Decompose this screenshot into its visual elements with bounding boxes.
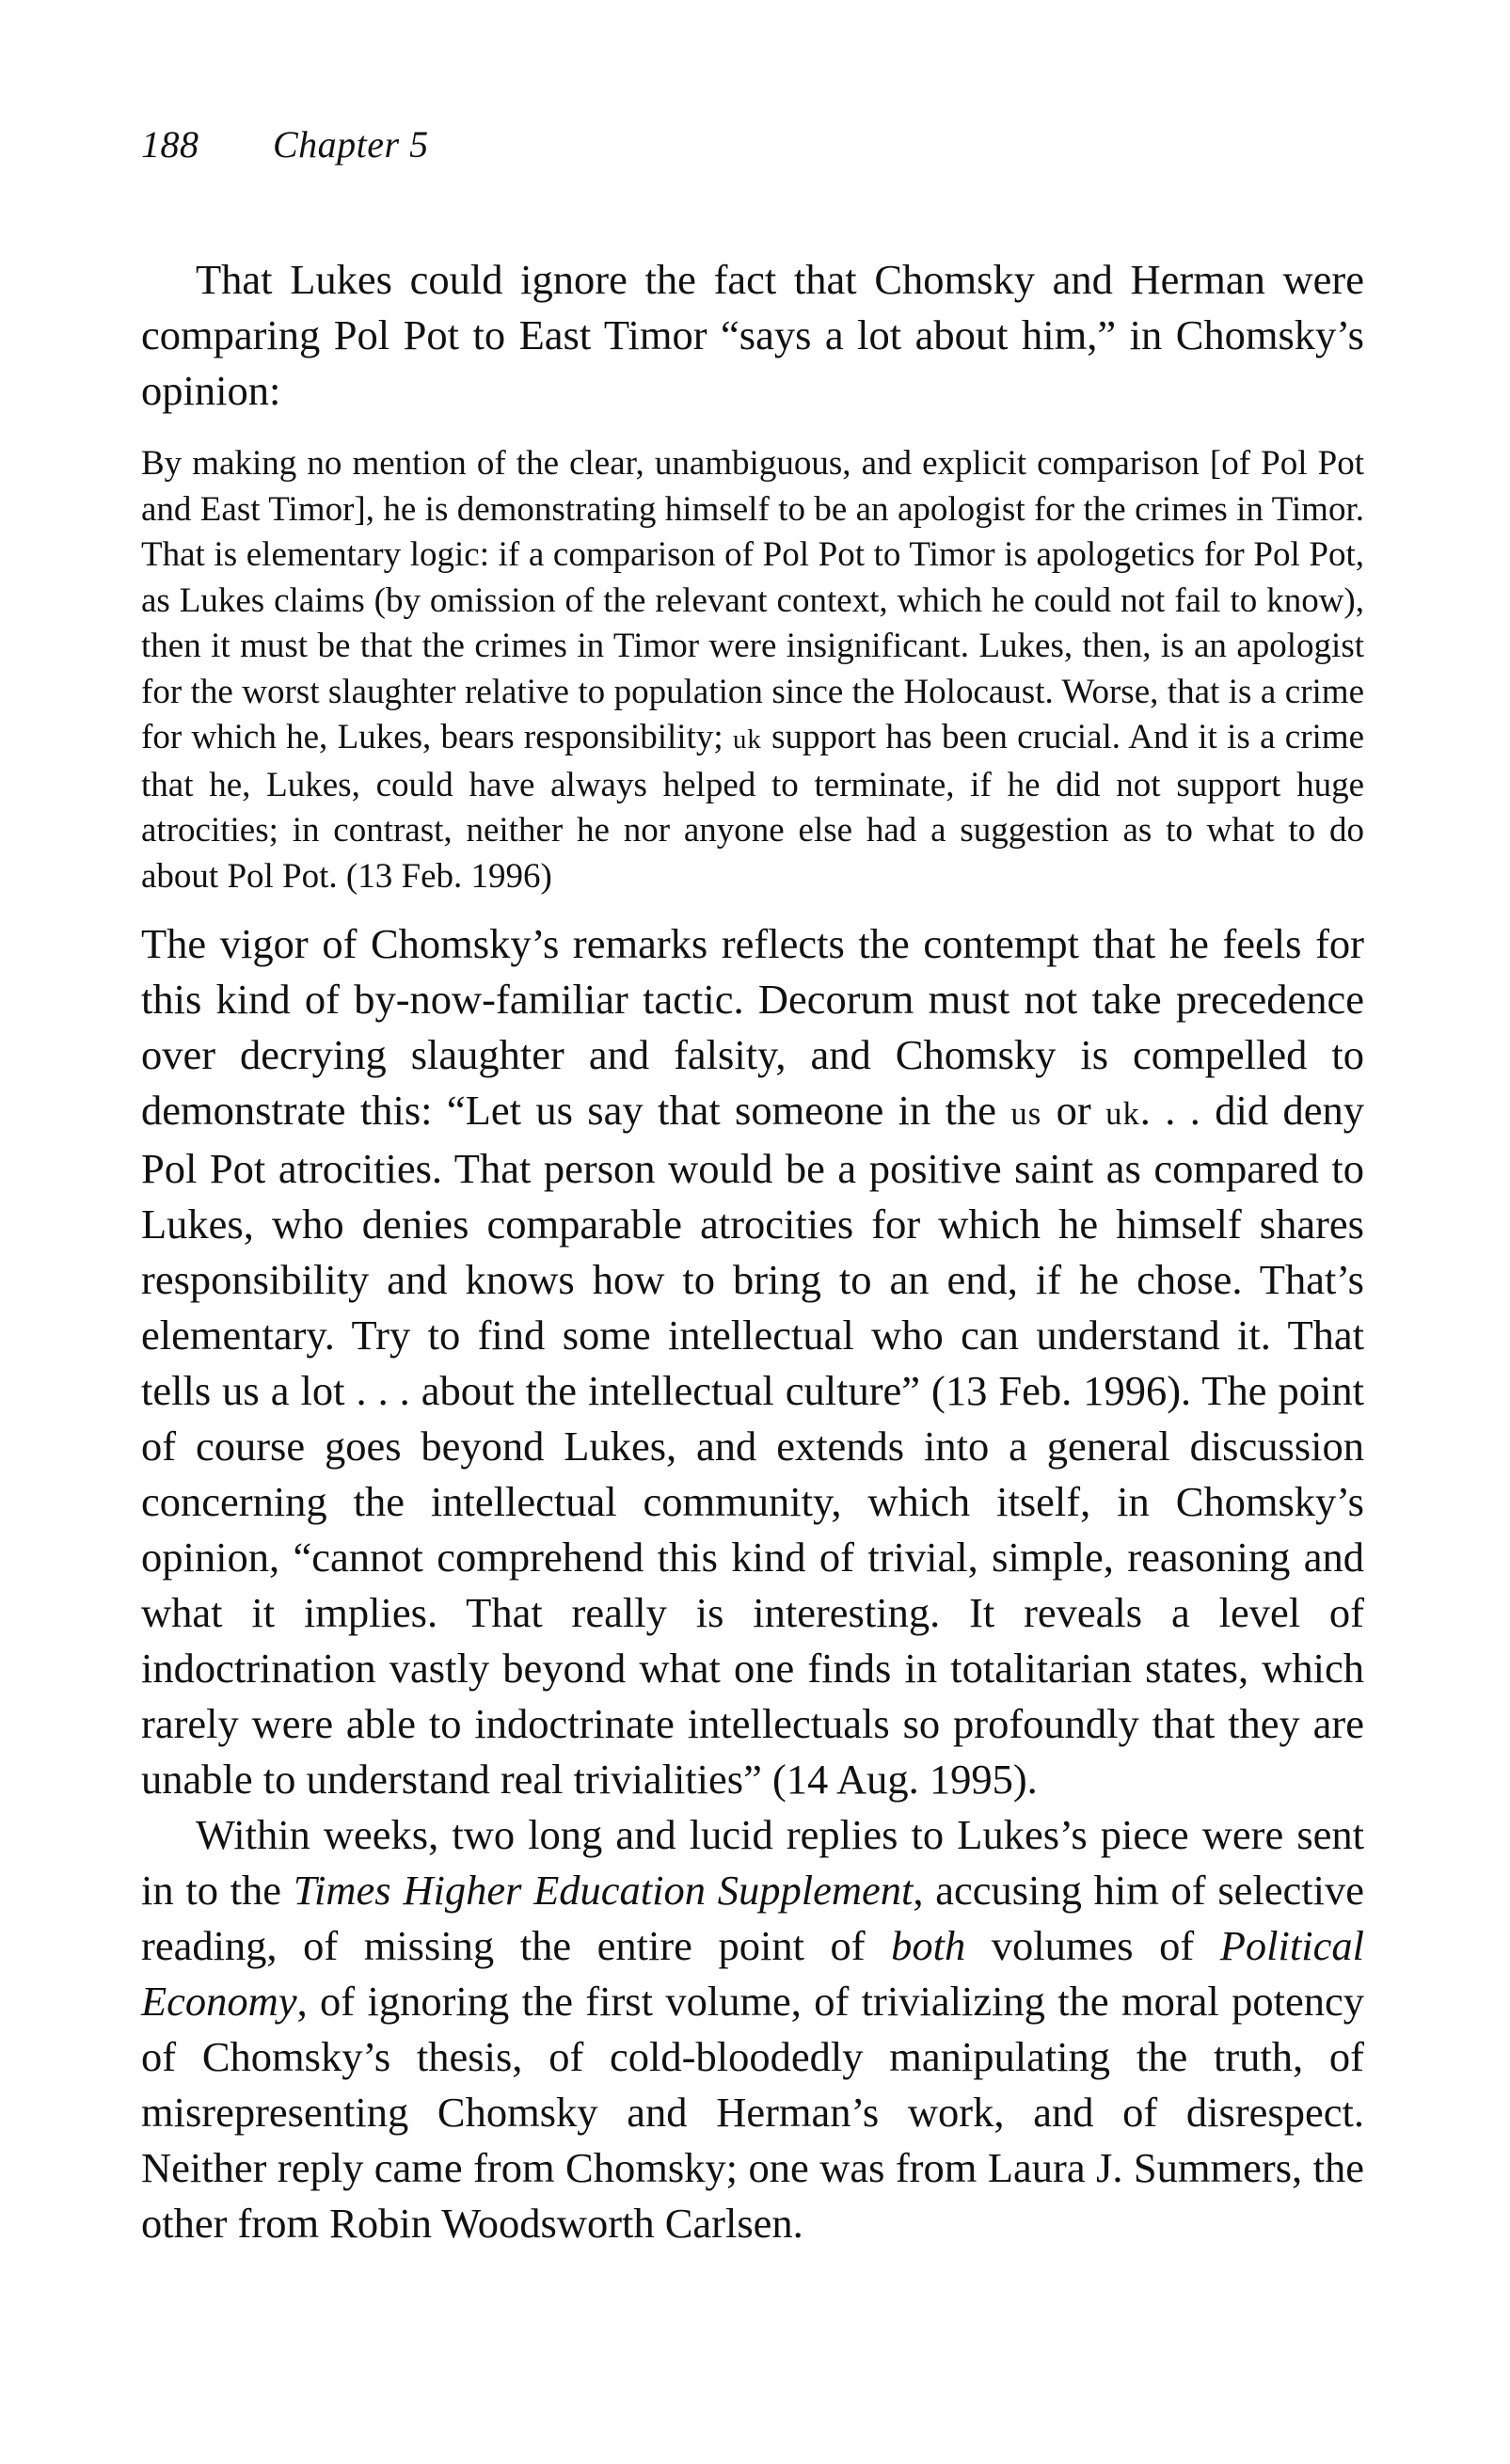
block-quote-text-b: support has been crucial. And it is a crime that he, Lukes, could have always helped to terminate, if he did not support huge atrocities; in contrast, neither he nor anyone else had a suggestion as to what to do about Pol Pot. (13 Feb. 1996) [141, 718, 1365, 896]
block-quote [141, 441, 1364, 899]
paragraph-replies [141, 1807, 1364, 2251]
paragraph-vigor-uk: uk [1105, 1095, 1140, 1132]
page-number: 188 [141, 123, 199, 166]
chapter-title: Chapter 5 [273, 123, 429, 166]
paragraph-vigor-or: or [1056, 1087, 1091, 1134]
text-block [141, 252, 1364, 2251]
paragraph-intro [141, 252, 1364, 419]
paragraph-replies-text-b: , accusing him of selective reading, of missing the entire point of [141, 1867, 1364, 1969]
paragraph-vigor [141, 916, 1364, 1807]
emphasis-both: both [891, 1922, 966, 1969]
paragraph-replies-text-c: volumes of [991, 1922, 1195, 1969]
running-head [141, 122, 429, 167]
paragraph-replies-text-d: , of ignoring the first volume, of trivializing the moral potency of Chomsky’s thesis, of cold-bloodedly manipulating the truth, of misrepresenting Chomsky and Herman’s work, and of disrespect. Neither reply came from Chomsky; one was from Laura J. Summers, the other from Robin Woodsworth Carlsen. [141, 1978, 1364, 2247]
book-title-political-economy: Political Economy [141, 1922, 1364, 2025]
paragraph-intro-text: That Lukes could ignore the fact that Chomsky and Herman were comparing Pol Pot to East Timor “says a lot about him,” in Chomsky’s opinion: [141, 256, 1364, 414]
paragraph-vigor-us: us [1010, 1095, 1042, 1132]
publication-title-thes: Times Higher Education Supplement [293, 1867, 914, 1914]
paragraph-vigor-text-b: . . . did deny Pol Pot atrocities. That person would be a positive saint as compared to Lukes, who denies comparable atrocities for which he himself shares responsibility and knows how to bring to an end, if he chose. That’s elementary. Try to find some intellectual who can understand it. That tells us a lot . . . about the intellectual culture” (13 Feb. 1996). The point of course goes beyond Lukes, and extends into a general discussion concerning the intellectual community, which itself, in Chomsky’s opinion, “cannot comprehend this kind of trivial, simple, reasoning and what it implies. That really is interesting. It reveals a level of indoctrination vastly beyond what one finds in totalitarian states, which rarely were able to indoctrinate intellectuals so profoundly that they are unable to understand real trivialities” (14 Aug. 1995). [141, 1087, 1365, 1803]
paragraph-replies-text-a: Within weeks, two long and lucid replies to Lukes’s piece were sent in to the [141, 1811, 1364, 1914]
block-quote-text-a: By making no mention of the clear, unambiguous, and explicit comparison [of Pol Pot and East Timor], he is demonstrating himself to be an apologist for the crimes in Timor. That is elementary logic: if a comparison of Pol Pot to Timor is apologetics for Pol Pot, as Lukes claims (by omission of the relevant context, which he could not fail to know), then it must be that the crimes in Timor were insignificant. Lukes, then, is an apologist for the worst slaughter relative to population since the Holocaust. Worse, that is a crime for which he, Lukes, bears responsibility; [141, 444, 1364, 756]
paragraph-vigor-text-a: The vigor of Chomsky’s remarks reflects the contempt that he feels for this kind of by-now-familiar tactic. Decorum must not take precedence over decrying slaughter and falsity, and Chomsky is compelled to demonstrate this: “Let us say that someone in the [141, 920, 1364, 1134]
block-quote-uk: uk [732, 724, 762, 755]
